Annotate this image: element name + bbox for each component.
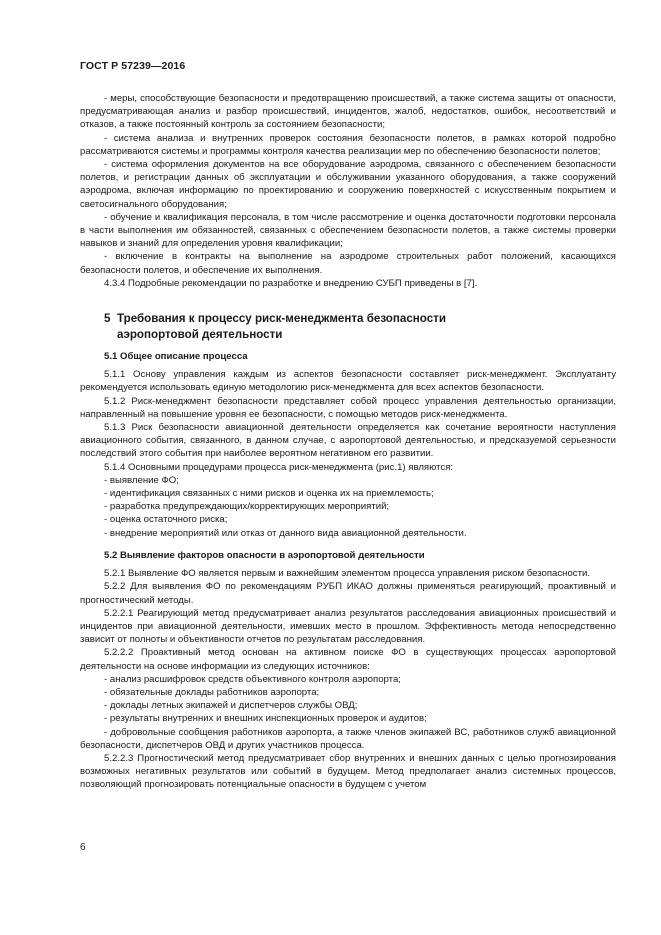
document-header: ГОСТ Р 57239—2016 (80, 60, 186, 72)
paragraph: 5.2.2.1 Реагирующий метод предусматривает анализ результатов расследования авиационных происшествий и инцидентов при авиационной деятельности, имевших место в прошлом. Эффективность метода непосредственно зависит от полноты и объективности отчетов по результатам расследования. (80, 607, 616, 646)
paragraph: - система оформления документов на все оборудование аэродрома, связанного с обеспечением безопасности полетов, и регистрации данных об эксплуатации и обслуживании указанного оборудования, а также сооружений аэродрома, включая информацию по проектированию и сооружению поверхностей с искусственным покрытием и светосигнального оборудования; (80, 159, 616, 210)
list-item: - обязательные доклады работников аэропорта; (104, 686, 320, 698)
page-number: 6 (80, 842, 86, 853)
paragraph: 5.2.2.3 Прогностический метод предусматривает сбор внутренних и внешних данных с целью прогнозирования возможных негативных результатов или событий в будущем. Метод предполагает анализ системных процессов, позволяющий прогнозировать потенциальные опасности в будущем с учетом (80, 752, 616, 791)
section-title-line-1: Требования к процессу риск-менеджмента безопасности (117, 312, 446, 326)
paragraph: 5.1.2 Риск-менеджмент безопасности представляет собой процесс управления деятельностью организации, направленный на повышение уровня ее безопасности, с помощью методов риск-менеджмента. (80, 395, 616, 420)
paragraph: 4.3.4 Подробные рекомендации по разработке и внедрению СУБП приведены в [7]. (104, 277, 478, 289)
section-title-line-2: аэропортовой деятельности (117, 327, 283, 341)
list-item: - идентификация связанных с ними рисков и оценка их на приемлемость; (104, 488, 434, 500)
subsection-5-2-heading: 5.2 Выявление факторов опасности в аэропортовой деятельности (104, 549, 425, 561)
paragraph: - меры, способствующие безопасности и предотвращению происшествий, а также система защиты от опасности, предусматривающая анализ и разбор происшествий, инцидентов, жалоб, недостатков, ошибок, несоответствий и отказов, а также постоянный контроль за состоянием безопасности; (80, 93, 616, 131)
section-5-heading (80, 311, 616, 342)
list-item: - результаты внутренних и внешних инспекционных проверок и аудитов; (104, 713, 427, 725)
paragraph: 5.2.2.2 Проактивный метод основан на активном поиске ФО в существующих процессах аэропортовой деятельности на основе информации из следующих источников: (80, 647, 616, 672)
section-number: 5 (104, 312, 111, 326)
paragraph: 5.2.2 Для выявления ФО по рекомендациям РУБП ИКАО должны применяться реагирующий, проактивный и прогностический методы. (80, 581, 616, 606)
subsection-5-1-heading: 5.1 Общее описание процесса (104, 351, 248, 363)
paragraph: - обучение и квалификация персонала, в том числе рассмотрение и оценка достаточности подготовки персонала в части выполнения им обязанностей, связанных с обеспечением безопасности полетов, а также системы проверки навыков и знаний для определения уровня квалификации; (80, 211, 616, 250)
paragraph: 5.1.1 Основу управления каждым из аспектов безопасности составляет риск-менеджмент. Эксплуатанту рекомендуется использовать единую методологию риск-менеджмента для всех аспектов безопасности. (80, 369, 616, 394)
list-item: - добровольные сообщения работников аэропорта, а также членов экипажей ВС, работников служб авиационной безопасности, диспетчеров ОВД и других участников процесса. (80, 726, 616, 751)
paragraph: - включение в контракты на выполнение на аэродроме строительных работ положений, касающихся безопасности полетов, и обеспечение их выполнения. (80, 251, 616, 276)
paragraph: 5.1.4 Основными процедурами процесса риск-менеджмента (рис.1) являются: (104, 461, 454, 473)
paragraph: 5.2.1 Выявление ФО является первым и важнейшим элементом процесса управления риском безопасности. (104, 568, 591, 580)
list-item: - внедрение мероприятий или отказ от данного вида авиационной деятельности. (104, 527, 467, 539)
list-item: - оценка остаточного риска; (104, 514, 228, 526)
list-item: - анализ расшифровок средств объективного контроля аэропорта; (104, 673, 401, 685)
paragraph: 5.1.3 Риск безопасности авиационной деятельности определяется как сочетание вероятности наступления авиационного события, связанного, в данном случае, с аэропортовой деятельностью, и предсказуемой серьезности последствий этого события при наиболее вероятном негативном его развитии. (80, 422, 616, 460)
list-item: - доклады летных экипажей и диспетчеров службы ОВД; (104, 700, 358, 712)
list-item: - выявление ФО; (104, 474, 179, 486)
document-body (80, 92, 616, 792)
paragraph: - система анализа и внутренних проверок состояния безопасности полетов, в рамках которой подробно рассматриваются системы и программы контроля качества реализации мер по обеспечению безопасности полетов; (80, 132, 616, 157)
list-item: - разработка предупреждающих/корректирующих мероприятий; (104, 501, 390, 513)
